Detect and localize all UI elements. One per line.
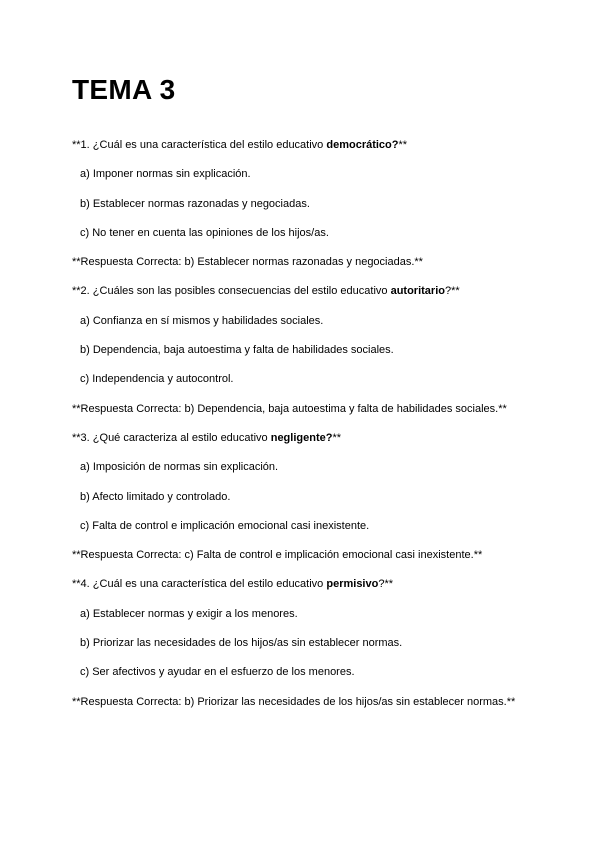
question-list — [72, 138, 572, 724]
question-keyword: negligente? — [270, 431, 333, 444]
question-2-answer: **Respuesta Correcta: b) Dependencia, baja autoestima y falta de habilidades sociales.** — [72, 402, 507, 415]
question-1-option-a: a) Imponer normas sin explicación. — [80, 168, 251, 181]
question-4 — [72, 577, 572, 591]
question-4-answer: **Respuesta Correcta: b) Priorizar las necesidades de los hijos/as sin establecer normas.** — [72, 695, 516, 708]
question-suffix: ?** — [444, 285, 460, 298]
question-3-answer: **Respuesta Correcta: c) Falta de control e implicación emocional casi inexistente.** — [72, 549, 483, 562]
question-keyword: permisivo — [326, 578, 379, 591]
question-text: **3. ¿Qué caracteriza al estilo educativo — [72, 431, 271, 444]
question-4-option-a: a) Establecer normas y exigir a los menores. — [80, 607, 298, 620]
question-2-option-c: c) Independencia y autocontrol. — [80, 373, 234, 386]
question-3-option-a: a) Imposición de normas sin explicación. — [80, 461, 279, 474]
question-1 — [72, 138, 572, 152]
question-3 — [72, 431, 572, 445]
question-4-option-b: b) Priorizar las necesidades de los hijos/as sin establecer normas. — [80, 637, 403, 650]
question-1-answer: **Respuesta Correcta: b) Establecer normas razonadas y negociadas.** — [72, 256, 423, 269]
question-3-option-c: c) Falta de control e implicación emocional casi inexistente. — [80, 519, 370, 532]
question-1-option-c: c) No tener en cuenta las opiniones de los hijos/as. — [80, 226, 329, 239]
question-text: **1. ¿Cuál es una característica del estilo educativo — [72, 139, 327, 151]
page-title: TEMA 3 — [72, 74, 176, 105]
question-2 — [72, 284, 572, 298]
question-text: **2. ¿Cuáles son las posibles consecuencias del estilo educativo — [72, 285, 391, 298]
question-keyword: autoritario — [390, 285, 445, 298]
question-suffix: ?** — [378, 578, 394, 591]
question-2-option-a: a) Confianza en sí mismos y habilidades sociales. — [80, 314, 324, 327]
question-3-option-b: b) Afecto limitado y controlado. — [80, 490, 231, 503]
question-keyword: democrático? — [326, 139, 399, 151]
question-2-option-b: b) Dependencia, baja autoestima y falta de habilidades sociales. — [80, 344, 394, 357]
question-4-option-c: c) Ser afectivos y ayudar en el esfuerzo de los menores. — [80, 666, 355, 679]
question-text: **4. ¿Cuál es una característica del estilo educativo — [72, 578, 327, 591]
question-suffix: ** — [332, 431, 342, 444]
question-1-option-b: b) Establecer normas razonadas y negociadas. — [80, 197, 310, 210]
question-suffix: ** — [398, 139, 408, 151]
